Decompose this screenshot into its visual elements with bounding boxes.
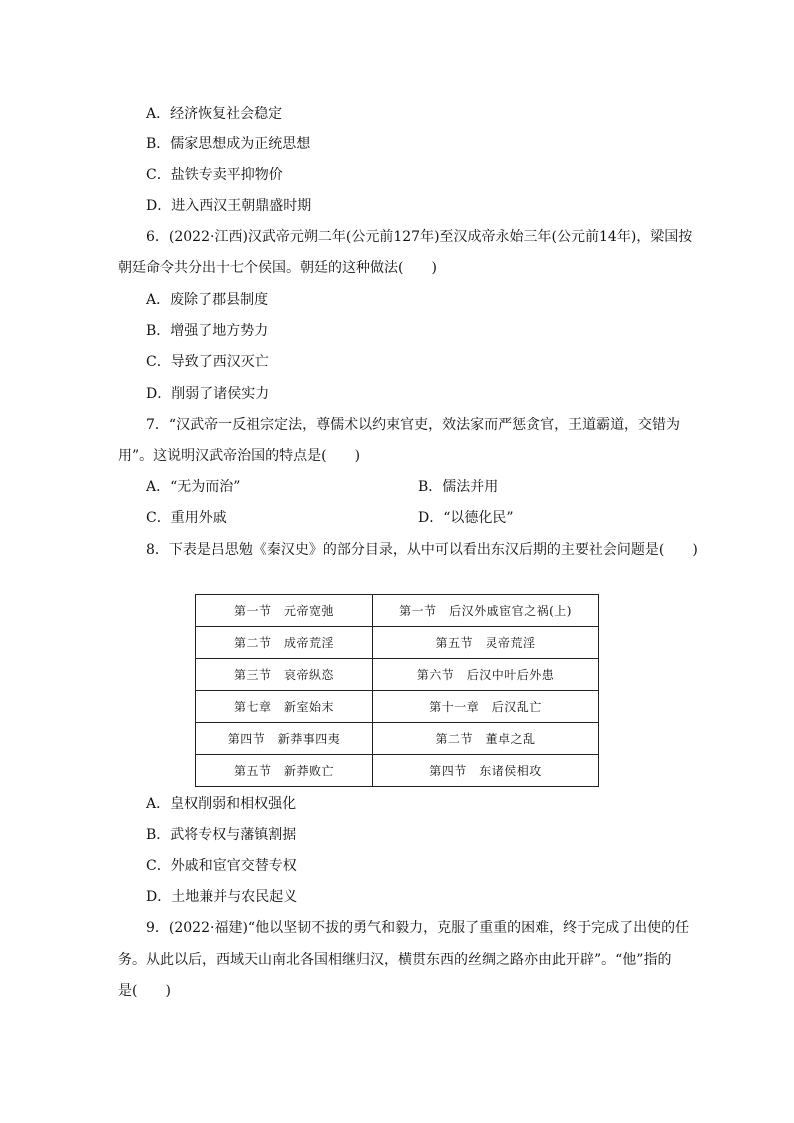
table-row [196, 659, 599, 691]
q5-option-b: B．儒家思想成为正统思想 [146, 136, 311, 152]
q6-option-c: C．导致了西汉灭亡 [146, 354, 269, 370]
table-cell: 第四节 东诸侯相攻 [373, 755, 599, 787]
q8-option-d: D．土地兼并与农民起义 [146, 889, 298, 905]
table-row [196, 723, 599, 755]
q7-stem-line1: 7．“汉武帝一反祖宗定法，尊儒术以约束官吏，效法家而严惩贪官，王道霸道，交错为 [146, 417, 681, 433]
table-cell: 第一节 后汉外戚宦官之祸(上) [373, 595, 599, 627]
q6-option-d: D．削弱了诸侯实力 [146, 386, 270, 402]
table-cell: 第三节 哀帝纵恣 [196, 659, 373, 691]
q6-stem-line1: 6．(2022·江西)汉武帝元朔二年(公元前127年)至汉成帝永始三年(公元前14年)，梁国按 [146, 229, 693, 245]
table-cell: 第五节 新莽败亡 [196, 755, 373, 787]
table-cell: 第一节 元帝宽弛 [196, 595, 373, 627]
q5-option-d: D．进入西汉王朝鼎盛时期 [146, 198, 312, 214]
q7-option-b: B．儒法并用 [418, 479, 499, 495]
table-cell: 第十一章 后汉乱亡 [373, 691, 599, 723]
table-row [196, 691, 599, 723]
q8-stem: 8．下表是吕思勉《秦汉史》的部分目录，从中可以看出东汉后期的主要社会问题是( ) [146, 542, 698, 558]
table-cell: 第六节 后汉中叶后外患 [373, 659, 599, 691]
q7-stem-line2: 用”。这说明汉武帝治国的特点是( ) [118, 448, 361, 464]
q6-option-a: A．废除了郡县制度 [146, 292, 269, 308]
table-row [196, 595, 599, 627]
q7-option-a: A．“无为而治” [146, 479, 241, 495]
table-cell: 第五节 灵帝荒淫 [373, 627, 599, 659]
table-cell: 第二节 董卓之乱 [373, 723, 599, 755]
q6-option-b: B．增强了地方势力 [146, 323, 269, 339]
q8-option-a: A．皇权削弱和相权强化 [146, 796, 297, 812]
q8-option-c: C．外戚和宦官交替专权 [146, 858, 297, 874]
q8-contents-table [195, 594, 599, 787]
q8-option-b: B．武将专权与藩镇割据 [146, 827, 297, 843]
q9-stem-line3: 是( ) [118, 983, 171, 999]
table-row [196, 755, 599, 787]
q7-option-d: D．“以德化民” [418, 510, 514, 526]
q7-option-c: C．重用外戚 [146, 510, 227, 526]
table-cell: 第四节 新莽事四夷 [196, 723, 373, 755]
q9-stem-line1: 9．(2022·福建)“他以坚韧不拔的勇气和毅力，克服了重重的困难，终于完成了出使的任 [146, 920, 690, 936]
q5-option-a: A．经济恢复社会稳定 [146, 106, 283, 122]
table-row [196, 627, 599, 659]
q6-stem-line2: 朝廷命令共分出十七个侯国。朝廷的这种做法( ) [118, 260, 437, 276]
table-cell: 第二节 成帝荒淫 [196, 627, 373, 659]
q9-stem-line2: 务。从此以后，西域天山南北各国相继归汉，横贯东西的丝绸之路亦由此开辟”。“他”指的 [118, 952, 672, 968]
q5-option-c: C．盐铁专卖平抑物价 [146, 167, 283, 183]
table-cell: 第七章 新室始末 [196, 691, 373, 723]
